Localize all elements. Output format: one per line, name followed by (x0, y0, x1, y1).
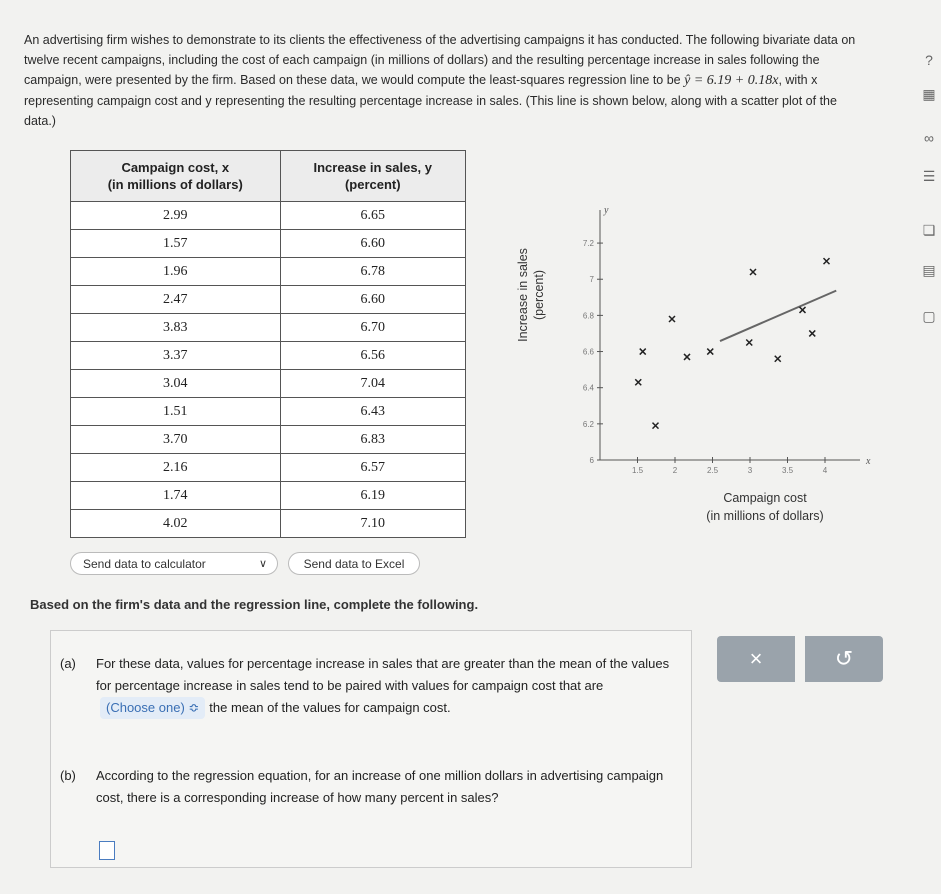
x-axis-label (600, 489, 930, 525)
cell-cost: 1.57 (71, 230, 281, 258)
help-icon[interactable]: ? (925, 52, 933, 68)
cell-cost: 3.83 (71, 314, 281, 342)
x-tick-label: 3 (747, 466, 753, 475)
cell-cost: 3.37 (71, 342, 281, 370)
header-y-sub: (percent) (344, 177, 401, 192)
question-a (60, 653, 700, 719)
x-axis-subtitle: (in millions of dollars) (706, 509, 824, 523)
y-tick-label: 6.6 (582, 347, 594, 357)
undo-button[interactable]: ↺ (805, 636, 883, 682)
problem-intro (24, 30, 864, 131)
table-row (71, 510, 466, 538)
cell-increase: 6.19 (280, 482, 465, 510)
scatter-point (653, 423, 659, 429)
cell-cost: 3.04 (71, 370, 281, 398)
square-icon[interactable]: ▢ (922, 308, 936, 324)
cell-cost: 2.16 (71, 454, 281, 482)
cell-increase: 6.57 (280, 454, 465, 482)
y-tick-label: 6.2 (582, 419, 594, 429)
cell-cost: 2.99 (71, 202, 281, 230)
header-campaign-cost (71, 151, 281, 202)
scatter-point (824, 258, 830, 264)
y-axis-subtitle: (percent) (532, 269, 546, 321)
table-row (71, 230, 466, 258)
x-tick-label: 2 (672, 466, 678, 475)
choose-one-dropdown[interactable]: (Choose one) ≎ (100, 697, 205, 719)
header-y-title: Increase in sales, y (313, 160, 433, 175)
x-axis-title: Campaign cost (723, 491, 807, 505)
cell-increase: 6.78 (280, 258, 465, 286)
question-a-text-2: the mean of the values for campaign cost. (209, 700, 451, 715)
scatter-point (750, 269, 756, 275)
question-a-text-1: For these data, values for percentage increase in sales that are greater than the mean of the values for percentage increase in sales tend to be paired with values for campaign cost that are (96, 656, 670, 693)
scatter-point (707, 349, 713, 355)
data-table (70, 150, 466, 538)
cell-increase: 6.56 (280, 342, 465, 370)
calculator-icon[interactable]: ▦ (922, 86, 936, 102)
y-tick-label: 6.4 (582, 383, 594, 393)
x-tick-label: 2.5 (706, 466, 719, 475)
question-prompt: Based on the firm's data and the regression line, complete the following. (30, 597, 479, 612)
scatter-point (775, 356, 781, 362)
scatter-point (684, 354, 690, 360)
send-to-calculator-button[interactable] (70, 552, 278, 575)
scatter-point (800, 307, 806, 313)
cell-increase: 6.65 (280, 202, 465, 230)
scatter-point (635, 379, 641, 385)
question-box (50, 630, 692, 868)
send-to-excel-button[interactable]: Send data to Excel (288, 552, 420, 575)
header-x-sub: (in millions of dollars) (107, 177, 243, 192)
question-a-label: (a) (60, 656, 76, 671)
x-tick-label: 1.5 (631, 466, 644, 475)
clear-button[interactable]: × (717, 636, 795, 682)
intro-text-1: An advertising firm wishes to demonstrate to its clients the effectiveness of the advertising campaigns it has conducted. The following bivariate data on twelve recent campaigns, including the cost of each campaign (in millions of dollars) and the resulting percentage increase in sales following the campaign, were presented by the firm. Based on these data, we would compute the least-squares regression line to be (24, 33, 856, 87)
table-row (71, 370, 466, 398)
y-axis-title: Increase in sales (516, 248, 530, 342)
y-tick-label: 6 (589, 456, 594, 465)
cell-cost: 1.74 (71, 482, 281, 510)
book-icon[interactable]: ☰ (922, 168, 936, 184)
header-sales-increase (280, 151, 465, 202)
regression-equation: ŷ = 6.19 + 0.18x (684, 73, 779, 88)
table-row (71, 426, 466, 454)
table-row (71, 202, 466, 230)
answer-tools (717, 636, 885, 682)
scatter-point (746, 340, 752, 346)
table-row (71, 258, 466, 286)
table-row (71, 342, 466, 370)
regression-line (720, 291, 836, 341)
answer-input[interactable] (99, 841, 115, 860)
x-tick-label: 4 (822, 466, 828, 475)
table-row (71, 398, 466, 426)
cell-increase: 7.10 (280, 510, 465, 538)
scatter-point (669, 316, 675, 322)
table-row (71, 482, 466, 510)
sheet-icon[interactable]: ▤ (922, 262, 936, 278)
cell-increase: 6.43 (280, 398, 465, 426)
scatter-point (809, 330, 815, 336)
cell-cost: 3.70 (71, 426, 281, 454)
cell-increase: 6.60 (280, 286, 465, 314)
y-tick-label: 7.2 (582, 239, 594, 249)
x-tick-label: 3.5 (781, 466, 794, 475)
x-axis-symbol: x (866, 456, 871, 467)
table-row (71, 454, 466, 482)
y-tick-label: 6.8 (582, 311, 594, 321)
question-b-text: According to the regression equation, for an increase of one million dollars in advertising campaign cost, there is a corresponding increase of how many percent in sales? (96, 768, 664, 805)
cell-cost: 4.02 (71, 510, 281, 538)
cell-cost: 1.96 (71, 258, 281, 286)
table-row (71, 314, 466, 342)
table-row (71, 286, 466, 314)
cell-cost: 2.47 (71, 286, 281, 314)
cell-increase: 6.60 (280, 230, 465, 258)
cell-increase: 6.83 (280, 426, 465, 454)
cell-increase: 7.04 (280, 370, 465, 398)
cell-cost: 1.51 (71, 398, 281, 426)
chevron-down-icon: ∨ (258, 558, 267, 570)
scatter-plot (505, 185, 871, 485)
cell-increase: 6.70 (280, 314, 465, 342)
y-axis-label (516, 248, 546, 342)
question-b-label: (b) (60, 768, 76, 783)
infinity-icon[interactable]: ∞ (924, 130, 934, 146)
y-axis-symbol: y (604, 205, 609, 216)
y-tick-label: 7 (589, 275, 594, 285)
question-b (60, 765, 700, 809)
scatter-point (640, 349, 646, 355)
page-icon[interactable]: ❏ (922, 222, 936, 238)
intro-text-2: , with x representing campaign cost and y representing the resulting percentage increase in sales. (This line is shown below, along with a scatter plot of the data.) (24, 73, 837, 128)
header-x-title: Campaign cost, x (121, 160, 230, 175)
send-to-calculator-label: Send data to calculator (83, 557, 206, 571)
